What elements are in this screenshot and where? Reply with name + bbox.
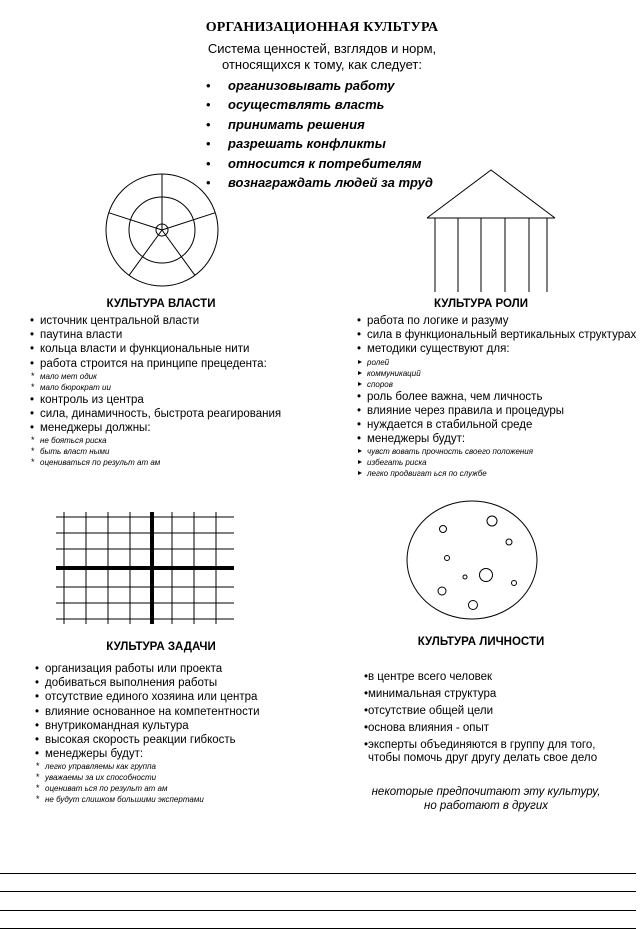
personality-cluster-diagram xyxy=(405,499,539,621)
personality-heading: КУЛЬТУРА ЛИЧНОСТИ xyxy=(417,636,545,648)
personality-item: • в центре всего человек xyxy=(364,669,595,686)
power-item: • контроль из центра xyxy=(30,393,281,407)
power-subitem: * оцениваться по результ ат ам xyxy=(30,457,281,468)
writing-line xyxy=(0,891,636,892)
personality-item: • минимальная структура xyxy=(364,686,595,703)
intro-item: • относится к потребителям xyxy=(206,154,433,173)
personality-item: • эксперты объединяются в группу для того, xyxy=(364,737,595,754)
task-grid-diagram xyxy=(56,512,234,624)
role-subitem: избегать риска xyxy=(357,457,636,468)
power-item: • работа строится на принципе прецедента: xyxy=(30,357,281,371)
role-item: • сила в функциональный вертикальных структурах xyxy=(357,328,636,342)
intro-item: • организовывать работу xyxy=(206,76,433,95)
task-heading: КУЛЬТУРА ЗАДАЧИ xyxy=(106,641,216,653)
power-subitem: * не бояться риска xyxy=(30,435,281,446)
task-item: • отсутствие единого хозяина или центра xyxy=(35,690,260,704)
task-list xyxy=(35,662,260,805)
task-item: • внутрикомандная культура xyxy=(35,719,260,733)
power-subitem: * мало мет одик xyxy=(30,371,281,382)
personality-item: • основа влияния - опыт xyxy=(364,720,595,737)
power-subitem: * мало бюрократ ии xyxy=(30,382,281,393)
power-subitem: * быть власт ными xyxy=(30,446,281,457)
task-item: • добиваться выполнения работы xyxy=(35,676,260,690)
personality-note-line-2: но работают в других xyxy=(424,800,548,812)
intro-item: • осуществлять власть xyxy=(206,95,433,114)
subtitle-line-2: относящихся к тому, как следует: xyxy=(222,57,422,72)
power-heading: КУЛЬТУРА ВЛАСТИ xyxy=(106,298,216,310)
role-item: • роль более важна, чем личность xyxy=(357,390,636,404)
task-subitem: * легко управляемы как группа xyxy=(35,761,260,772)
task-item: • высокая скорость реакции гибкость xyxy=(35,733,260,747)
personality-item-continuation: чтобы помочь друг другу делать свое дело xyxy=(368,752,598,764)
task-subitem: * уважаемы за их способности xyxy=(35,772,260,783)
role-item: • методики существуют для: xyxy=(357,342,636,356)
personality-list xyxy=(364,669,595,754)
power-item: • сила, динамичность, быстрота реагирования xyxy=(30,407,281,421)
role-subitem: коммуникаций xyxy=(357,368,636,379)
writing-line xyxy=(0,873,636,874)
power-web-diagram xyxy=(100,168,224,292)
power-item: • паутина власти xyxy=(30,328,281,342)
personality-note-line-1: некоторые предпочитают эту культуру, xyxy=(371,786,601,798)
power-item: • менеджеры должны: xyxy=(30,421,281,435)
task-item: • менеджеры будут: xyxy=(35,747,260,761)
power-item: • источник центральной власти xyxy=(30,314,281,328)
role-subitem: чувст вовать прочность своего положения xyxy=(357,446,636,457)
task-subitem: * не будут слишком большими экспертами xyxy=(35,794,260,805)
role-item: • менеджеры будут: xyxy=(357,432,636,446)
role-item: • влияние через правила и процедуры xyxy=(357,404,636,418)
subtitle-line-1: Система ценностей, взглядов и норм, xyxy=(207,41,437,56)
task-item: • организация работы или проекта xyxy=(35,662,260,676)
role-heading: КУЛЬТУРА РОЛИ xyxy=(433,298,529,310)
power-item: • кольца власти и функциональные нити xyxy=(30,342,281,356)
role-item: • работа по логике и разуму xyxy=(357,314,636,328)
intro-item: • вознаграждать людей за труд xyxy=(206,173,433,192)
task-item: • влияние основанное на компетентности xyxy=(35,705,260,719)
writing-line xyxy=(0,910,636,911)
role-item: • нуждается в стабильной среде xyxy=(357,418,636,432)
intro-item: • принимать решения xyxy=(206,115,433,134)
role-subitem: легко продвигат ься по службе xyxy=(357,468,636,479)
intro-list xyxy=(206,76,433,192)
role-subitem: споров xyxy=(357,379,636,390)
personality-item: • отсутствие общей цели xyxy=(364,703,595,720)
task-subitem: * оцениват ься по результ ат ам xyxy=(35,783,260,794)
page-title: ОРГАНИЗАЦИОННАЯ КУЛЬТУРА xyxy=(205,20,439,35)
intro-item: • разрешать конфликты xyxy=(206,134,433,153)
role-temple-diagram xyxy=(423,166,559,296)
role-list xyxy=(357,314,636,479)
power-list xyxy=(30,314,281,468)
role-subitem: ролей xyxy=(357,357,636,368)
